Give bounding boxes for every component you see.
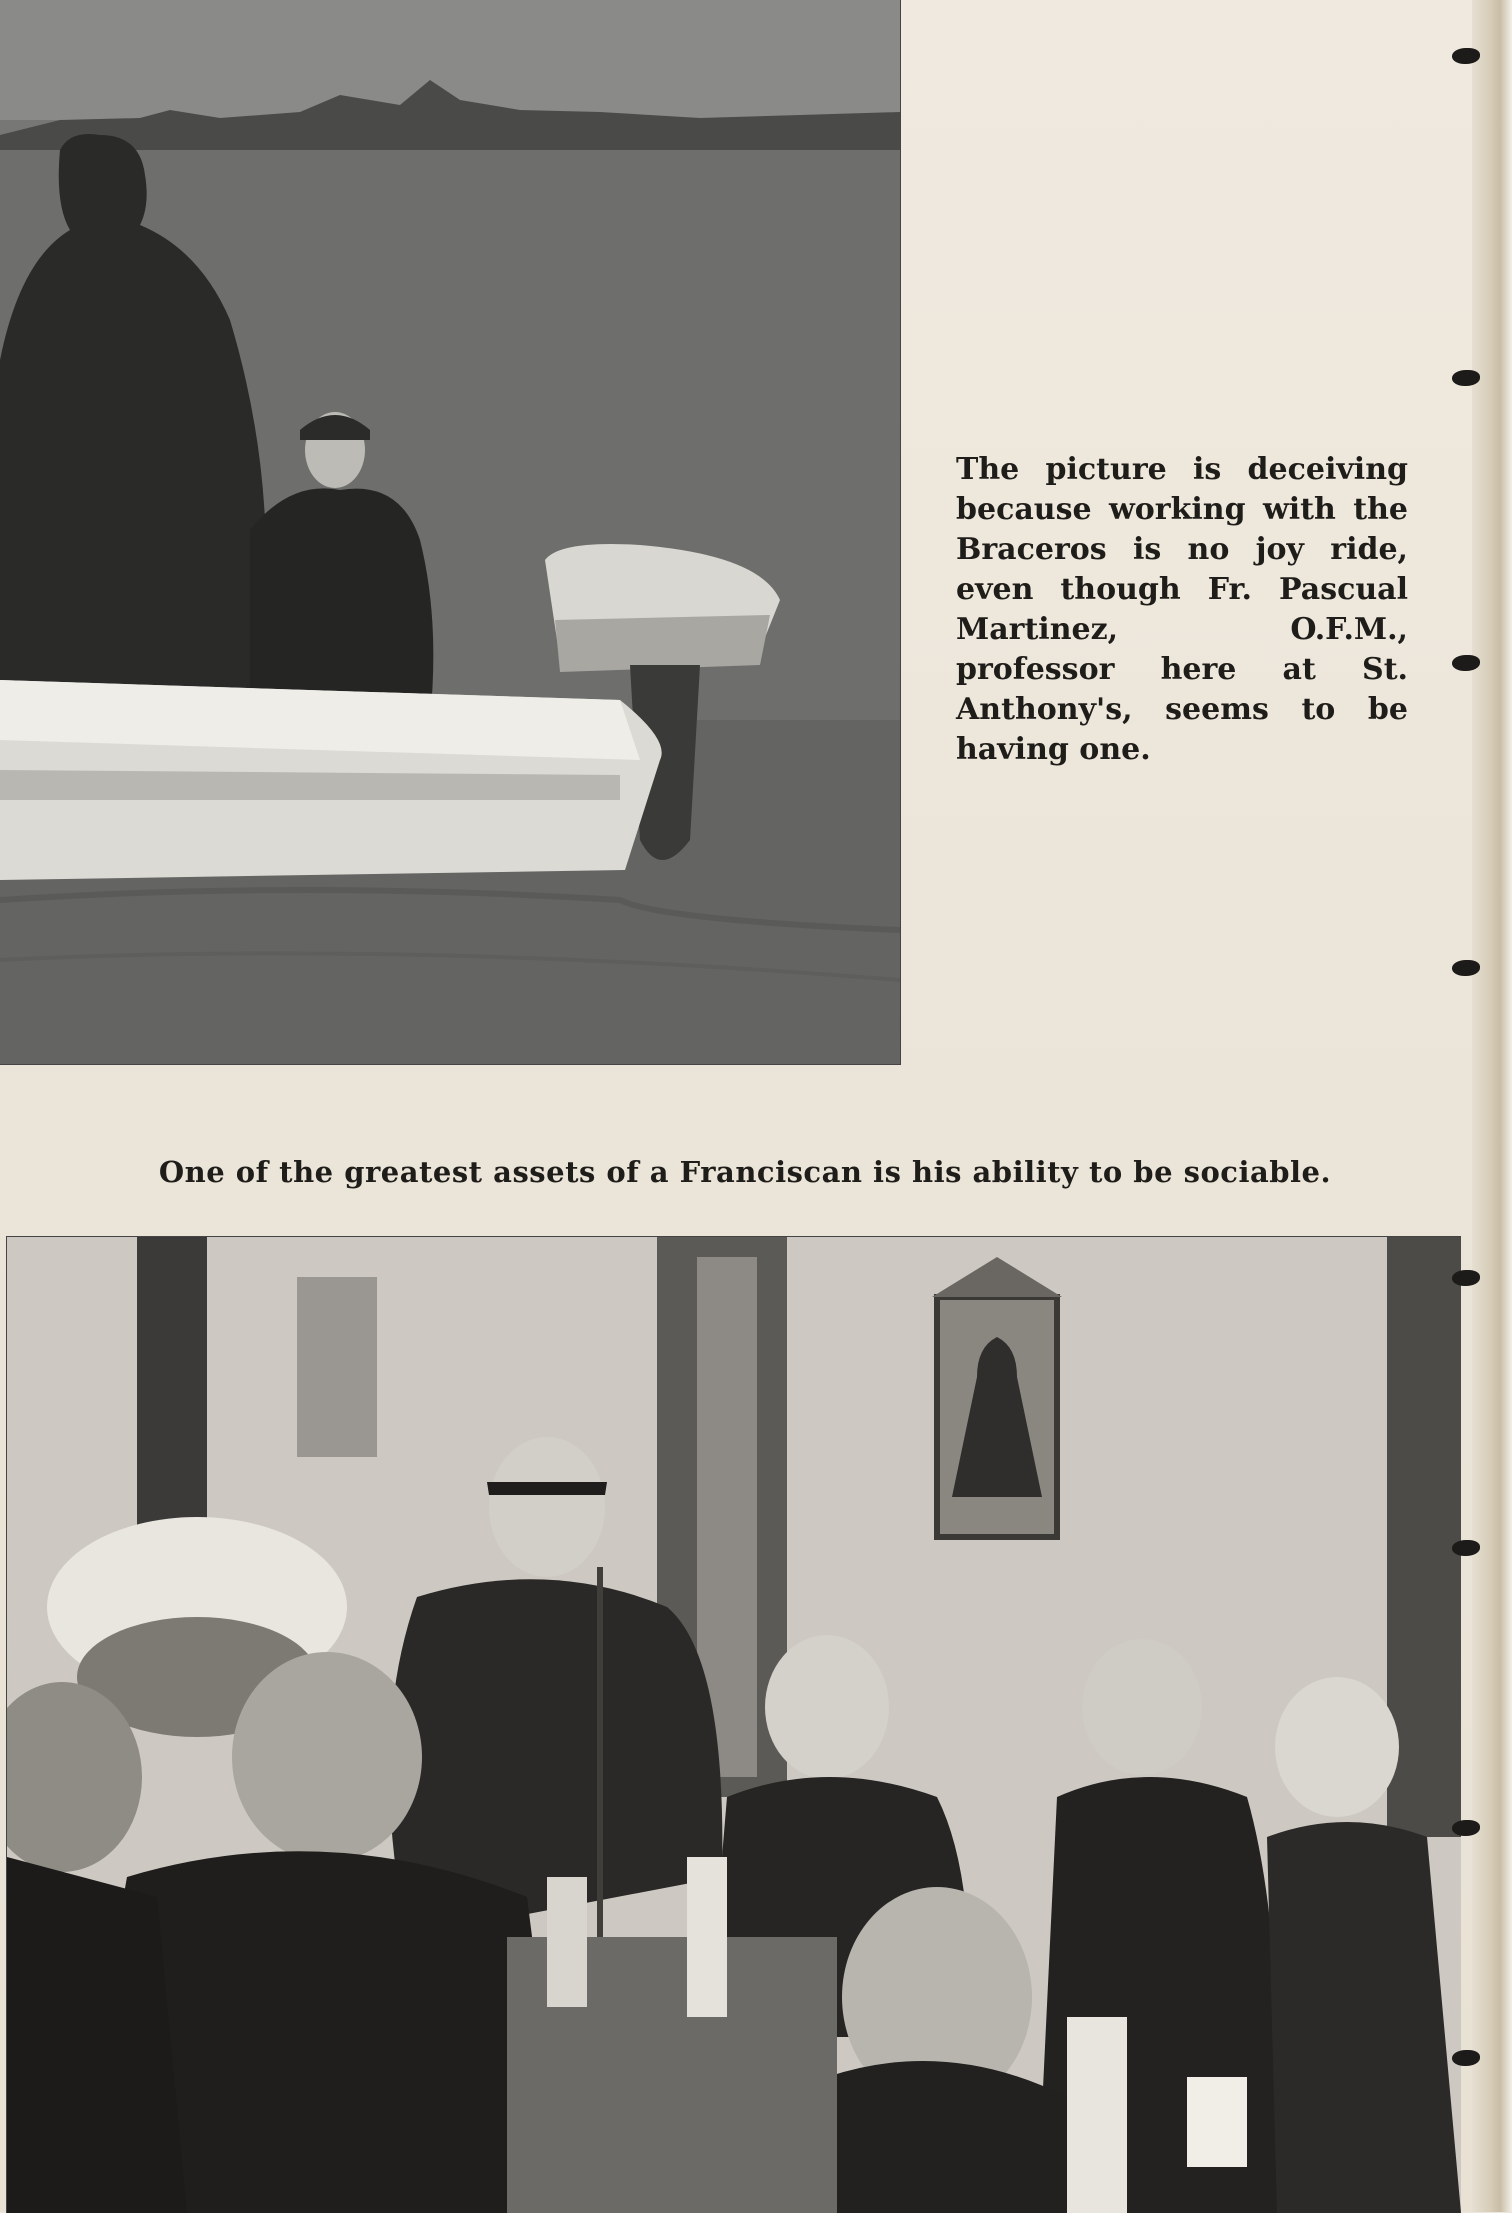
dinner-photo-icon <box>7 1237 1461 2213</box>
binding-hole <box>1452 1270 1480 1286</box>
dinner-photo-caption: One of the greatest assets of a Franciscan is his ability to be sociable. <box>158 1155 1332 1189</box>
binding-hole <box>1452 960 1480 976</box>
binding-hole <box>1452 370 1480 386</box>
binding-hole <box>1452 655 1480 671</box>
binding-edge <box>1472 0 1512 2212</box>
dinner-photo <box>6 1236 1461 2213</box>
binding-hole <box>1452 48 1480 64</box>
binding-hole <box>1452 1540 1480 1556</box>
boat-photo-icon <box>0 0 900 1064</box>
binding-hole <box>1452 1820 1480 1836</box>
boat-photo-caption: The picture is deceiving because working with the Braceros is no joy ride, even though Fr. Pascual Martinez, O.F.M., professor here at St. Anthony's, seems to be having one. <box>956 452 1408 767</box>
boat-photo <box>0 0 901 1065</box>
binding-hole <box>1452 2050 1480 2066</box>
